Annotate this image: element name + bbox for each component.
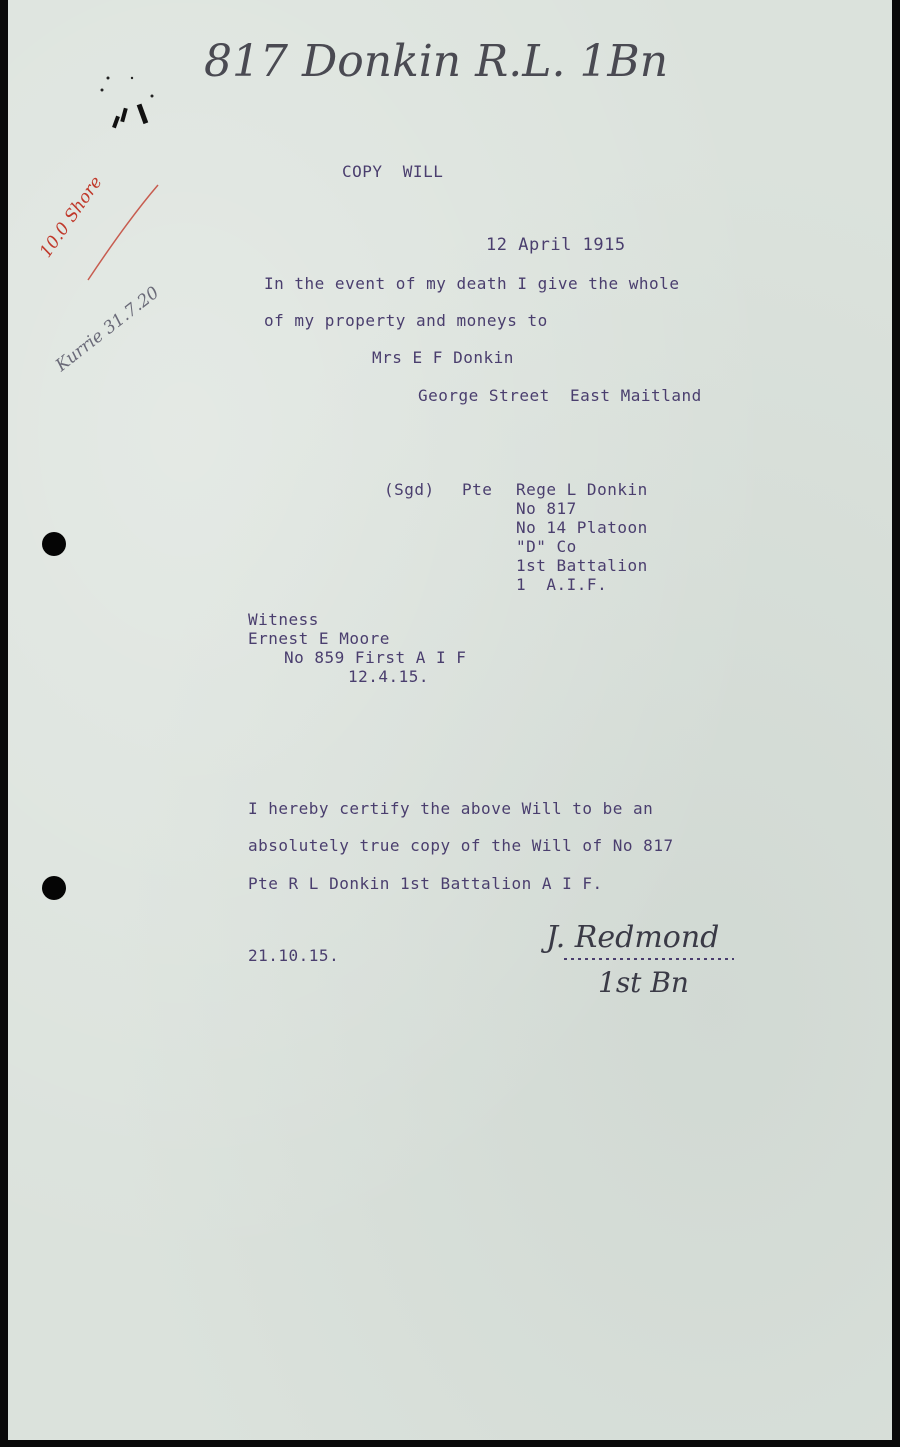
margin-note-red: 10.0 Shore: [36, 172, 107, 262]
beneficiary-address: George Street East Maitland: [418, 386, 702, 405]
signer-battalion: 1st Battalion: [516, 556, 648, 575]
punch-hole-lower: [42, 876, 66, 900]
signer-rank: Pte: [462, 480, 493, 499]
certify-line-3: Pte R L Donkin 1st Battalion A I F.: [248, 874, 603, 893]
signer-company: "D" Co: [516, 537, 577, 556]
will-body-line-2: of my property and moneys to: [264, 311, 548, 330]
handwritten-header: 817 Donkin R.L. 1Bn: [204, 36, 669, 87]
witness-label: Witness: [248, 610, 319, 629]
will-date: 12 April 1915: [486, 235, 626, 255]
certify-line-2: absolutely true copy of the Will of No 817: [248, 836, 674, 855]
signer-name: Rege L Donkin: [516, 480, 648, 499]
signer-force: 1 A.I.F.: [516, 575, 608, 594]
signer-number: No 817: [516, 499, 577, 518]
will-body-line-1: In the event of my death I give the whole: [264, 274, 680, 293]
beneficiary-name: Mrs E F Donkin: [372, 348, 514, 367]
punch-hole-upper: [42, 532, 66, 556]
witness-date: 12.4.15.: [348, 667, 430, 686]
certify-line-1: I hereby certify the above Will to be an: [248, 799, 654, 818]
officer-signature-rank: 1st Bn: [598, 966, 689, 999]
margin-note-date: Kurrie 31.7.20: [52, 282, 164, 376]
document-title: COPY WILL: [342, 162, 444, 181]
ink-blot-marks: [88, 70, 168, 150]
signed-label: (Sgd): [384, 480, 435, 499]
certify-date: 21.10.15.: [248, 946, 340, 965]
margin-note-bracket: [68, 180, 168, 290]
officer-signature: J. Redmond: [546, 920, 720, 955]
signature-dotted-line: [564, 956, 744, 962]
witness-number: No 859 First A I F: [284, 648, 467, 667]
document-page: [8, 0, 892, 1440]
signer-platoon: No 14 Platoon: [516, 518, 648, 537]
witness-name: Ernest E Moore: [248, 629, 390, 648]
